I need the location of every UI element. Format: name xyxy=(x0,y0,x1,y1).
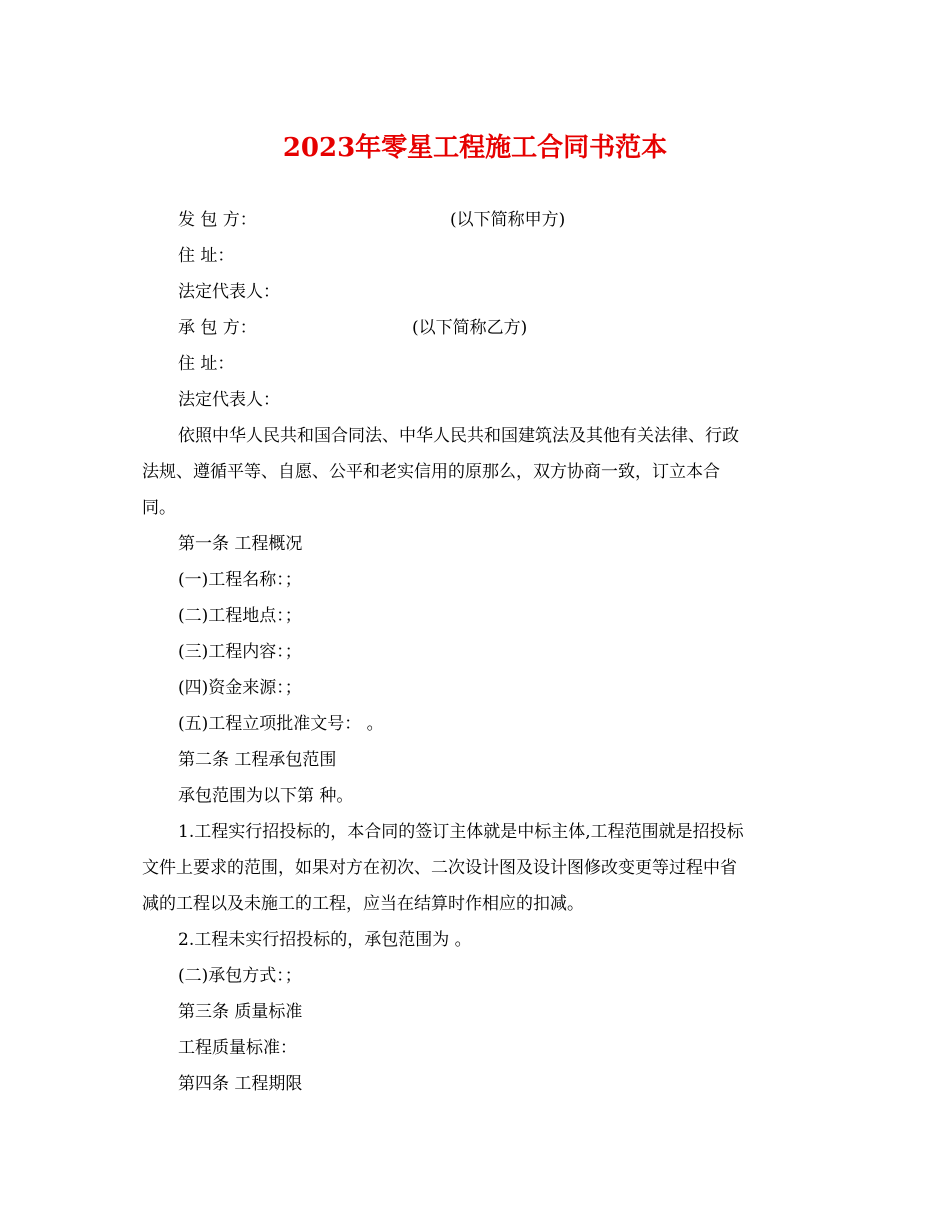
party-b-note: (以下简称乙方) xyxy=(412,318,528,338)
article1-item-3: (三)工程内容：； xyxy=(178,642,302,662)
party-a-address: 住 址： xyxy=(178,246,235,266)
party-a-representative: 法定代表人： xyxy=(178,282,280,302)
article1-item-4: (四)资金来源：； xyxy=(178,678,302,698)
party-a-label: 发 包 方： xyxy=(178,210,257,230)
party-a-note: (以下简称甲方) xyxy=(450,210,566,230)
article1-heading: 第一条 工程概况 xyxy=(178,534,303,554)
article1-item-1: (一)工程名称：； xyxy=(178,570,302,590)
article2-item1-line-2: 文件上要求的范围，如果对方在初次、二次设计图及设计图修改变更等过程中省 xyxy=(142,858,737,878)
document-body xyxy=(142,202,802,1102)
article2-heading: 第二条 工程承包范围 xyxy=(178,750,337,770)
article1-item-2: (二)工程地点：； xyxy=(178,606,302,626)
preamble-line-1: 依照中华人民共和国合同法、中华人民共和国建筑法及其他有关法律、行政 xyxy=(178,426,739,446)
party-a-line xyxy=(142,202,802,238)
article2-method: (二)承包方式：； xyxy=(178,966,302,986)
article2-intro: 承包范围为以下第 种。 xyxy=(178,786,354,806)
preamble-line-2: 法规、遵循平等、自愿、公平和老实信用的原那么，双方协商一致，订立本合 xyxy=(142,462,720,482)
article3-standard: 工程质量标准： xyxy=(178,1038,297,1058)
preamble-line-3: 同。 xyxy=(142,498,176,518)
article4-heading: 第四条 工程期限 xyxy=(178,1074,303,1094)
party-b-address: 住 址： xyxy=(178,354,235,374)
document-title: 2023年零星工程施工合同书范本 xyxy=(282,133,668,163)
party-b-line xyxy=(142,310,802,346)
article2-item2: 2.工程未实行招投标的，承包范围为 。 xyxy=(178,930,472,950)
article3-heading: 第三条 质量标准 xyxy=(178,1002,303,1022)
party-b-label: 承 包 方： xyxy=(178,318,257,338)
article2-item1-line-1: 1.工程实行招投标的，本合同的签订主体就是中标主体,工程范围就是招投标 xyxy=(178,822,744,842)
article2-item1-line-3: 减的工程以及未施工的工程，应当在结算时作相应的扣减。 xyxy=(142,894,584,914)
party-b-representative: 法定代表人： xyxy=(178,390,280,410)
article1-item-5: (五)工程立项批准文号： 。 xyxy=(178,714,384,734)
